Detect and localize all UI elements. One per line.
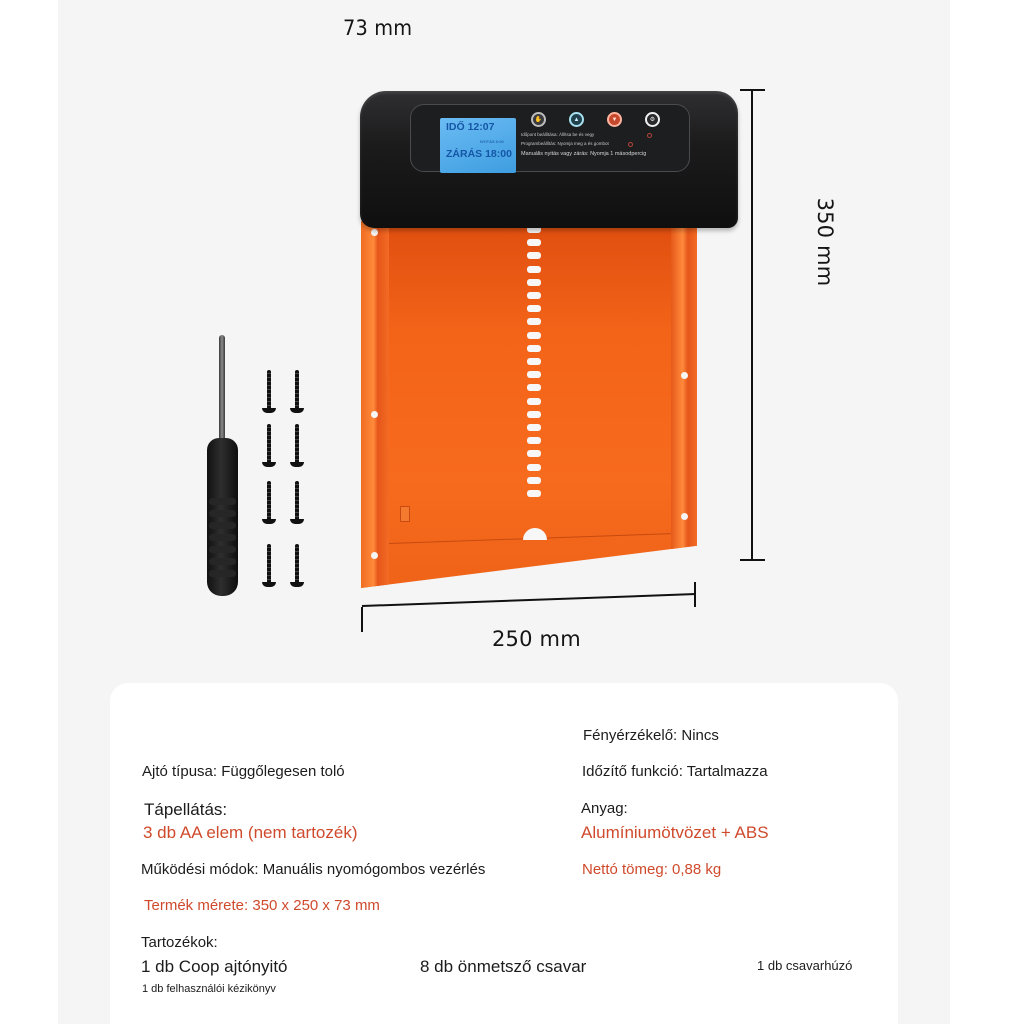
mount-hole	[371, 411, 378, 418]
spec-operating-modes: Működési módok: Manuális nyomógombos vezérlés	[141, 861, 486, 878]
gear-icon: ⚙	[649, 116, 656, 123]
door-latch	[400, 506, 410, 522]
height-dimension-label: 350 mm	[813, 197, 837, 287]
depth-dimension-label: 73 mm	[343, 16, 413, 40]
spec-card	[110, 683, 898, 1024]
mount-hole	[681, 372, 688, 379]
panel-instruction: Időpont beállítása: Állítsa be és vegy	[521, 132, 595, 137]
handle-grip	[209, 498, 236, 505]
triangle-down-icon: ▼	[611, 116, 618, 123]
mount-hole	[371, 552, 378, 559]
door-slot	[527, 398, 541, 405]
height-measure-line	[751, 90, 753, 560]
door-slot	[527, 252, 541, 259]
handle-grip	[209, 546, 236, 553]
lcd-display	[440, 118, 516, 173]
door-notch	[523, 528, 547, 540]
spec-net-weight: Nettó tömeg: 0,88 kg	[582, 861, 722, 878]
screw	[290, 481, 304, 525]
mode-button	[531, 112, 546, 127]
door-slot	[527, 424, 541, 431]
screw	[262, 481, 276, 525]
accessory-item: 8 db önmetsző csavar	[420, 957, 587, 976]
handle-grip	[209, 570, 236, 577]
spec-material-value: Alumíniumötvözet + ABS	[581, 823, 769, 842]
lcd-close-time: ZÁRÁS 18:00	[446, 148, 512, 160]
width-measure-cap-right	[694, 582, 696, 607]
width-dimension-label: 250 mm	[492, 627, 581, 651]
lcd-time: IDŐ 12:07	[446, 121, 495, 133]
accessory-item: 1 db csavarhúzó	[757, 958, 853, 973]
screw	[290, 370, 304, 414]
mount-hole	[371, 229, 378, 236]
indicator-led	[647, 133, 652, 138]
door-slot	[527, 239, 541, 246]
door-slot	[527, 384, 541, 391]
door-slot	[527, 279, 541, 286]
screw	[290, 424, 304, 468]
spec-timer: Időzítő funkció: Tartalmazza	[582, 763, 768, 780]
width-measure-cap-left	[361, 607, 363, 632]
door-slot	[527, 371, 541, 378]
door-slot	[527, 345, 541, 352]
right-rail	[671, 221, 697, 588]
screwdriver-handle	[207, 438, 238, 596]
spec-product-size: Termék mérete: 350 x 250 x 73 mm	[144, 897, 380, 914]
triangle-up-icon: ▲	[573, 116, 580, 123]
door-slot	[527, 332, 541, 339]
screwdriver-shaft	[219, 335, 225, 440]
left-rail	[361, 221, 389, 588]
panel-instruction: Programbeállítás: Nyomja meg a és gombot	[521, 141, 609, 146]
spec-material-label: Anyag:	[581, 800, 628, 817]
spec-accessories-label: Tartozékok:	[141, 934, 218, 951]
door-slot	[527, 411, 541, 418]
door-slot	[527, 292, 541, 299]
up-button	[569, 112, 584, 127]
lcd-open-time: NYITÁS 6:00	[480, 139, 504, 144]
indicator-led	[628, 142, 633, 147]
screw	[262, 544, 276, 588]
spec-door-type: Ajtó típusa: Függőlegesen toló	[142, 763, 345, 780]
spec-power-label: Tápellátás:	[144, 800, 228, 819]
hand-icon: ✋	[534, 116, 543, 123]
spec-light-sensor: Fényérzékelő: Nincs	[583, 727, 719, 744]
accessory-item: 1 db Coop ajtónyitó	[141, 957, 288, 976]
door-slot	[527, 450, 541, 457]
door-slot	[527, 266, 541, 273]
handle-grip	[209, 534, 236, 541]
door-slot	[527, 305, 541, 312]
control-unit-housing	[360, 91, 738, 228]
door-slot	[527, 318, 541, 325]
coop-door-opener-product	[355, 88, 745, 598]
screws-image	[262, 370, 322, 590]
handle-grip	[209, 522, 236, 529]
door-slot	[527, 490, 541, 497]
accessory-item: 1 db felhasználói kézikönyv	[142, 983, 276, 995]
panel-instruction: Manuális nyitás vagy zárás: Nyomja 1 másodpercig	[521, 151, 647, 157]
screwdriver-image	[200, 335, 245, 597]
screw	[262, 370, 276, 414]
screw	[290, 544, 304, 588]
door-slot	[527, 437, 541, 444]
down-button	[607, 112, 622, 127]
set-button	[645, 112, 660, 127]
door-slot	[527, 464, 541, 471]
mount-hole	[681, 513, 688, 520]
handle-grip	[209, 558, 236, 565]
spec-power-value: 3 db AA elem (nem tartozék)	[143, 823, 358, 842]
sliding-door-panel	[361, 221, 697, 588]
door-slot	[527, 477, 541, 484]
handle-grip	[209, 510, 236, 517]
screw	[262, 424, 276, 468]
door-slot	[527, 358, 541, 365]
